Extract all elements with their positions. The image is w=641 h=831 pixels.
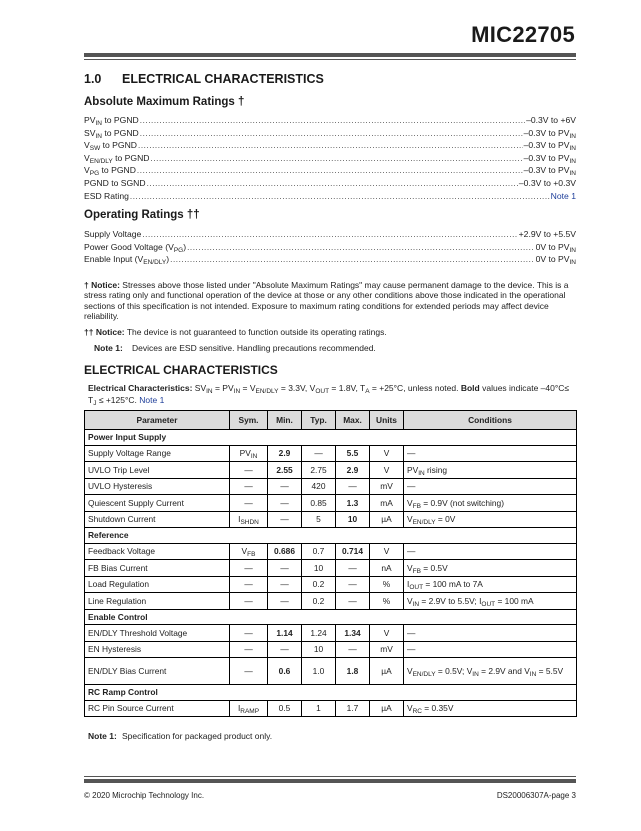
table-row	[85, 576, 577, 593]
cell-typ: 10	[302, 560, 336, 577]
table-note	[88, 731, 272, 741]
table-section-title: Reference	[85, 528, 577, 544]
op-rating-value: 0V to $PV_{IN}$	[535, 241, 576, 254]
table-section-title: Power Input Supply	[85, 430, 577, 446]
cell-units: V	[370, 625, 404, 642]
abs-max-value: –0.3V to +6V	[526, 115, 576, 125]
table-row	[85, 495, 577, 512]
cell-parameter: Line Regulation	[85, 593, 230, 610]
footer-rule-thin	[84, 776, 576, 777]
table-row	[85, 445, 577, 462]
cell-parameter: UVLO Hysteresis	[85, 478, 230, 495]
cell-parameter: Feedback Voltage	[85, 543, 230, 560]
dot-leader	[142, 229, 517, 241]
footer-rule-thick	[84, 779, 576, 783]
cell-units: V	[370, 462, 404, 479]
cell-symbol: $V_{FB}$	[230, 543, 268, 560]
table-note-label: Note 1:	[88, 731, 117, 741]
cell-typ: 2.75	[302, 462, 336, 479]
table-note-text: Specification for packaged product only.	[122, 731, 273, 741]
op-ratings-list	[84, 228, 576, 266]
cell-symbol: —	[230, 495, 268, 512]
esd-note-text: Devices are ESD sensitive. Handling precautions recommended.	[132, 343, 376, 353]
op-rating-value: +2.9V to +5.5V	[518, 229, 576, 239]
dagger-notice-label: † Notice:	[84, 280, 120, 290]
table-section-title: Enable Control	[85, 609, 577, 625]
table-row	[85, 543, 577, 560]
cell-min: 1.14	[268, 625, 302, 642]
cell-parameter: EN Hysteresis	[85, 641, 230, 658]
dagger-notice	[84, 280, 576, 321]
cell-typ: 1	[302, 700, 336, 717]
cell-units: nA	[370, 560, 404, 577]
cell-parameter: EN/DLY Bias Current	[85, 658, 230, 685]
table-row	[85, 625, 577, 642]
abs-max-value: –0.3V to $PV_{IN}$	[523, 165, 576, 177]
cell-max: 1.34	[336, 625, 370, 642]
table-row	[85, 700, 577, 717]
section-title: ELECTRICAL CHARACTERISTICS	[122, 72, 324, 86]
table-row	[85, 478, 577, 495]
abs-max-row	[84, 177, 576, 190]
cell-symbol: $I_{RAMP}$	[230, 700, 268, 717]
table-section-row	[85, 685, 577, 701]
cell-parameter: Quiescent Supply Current	[85, 495, 230, 512]
cell-min: —	[268, 478, 302, 495]
footer-page-number: DS20006307A-page 3	[496, 791, 576, 800]
op-rating-label: Enable Input $(V_{EN/DLY})$	[84, 254, 170, 266]
table-row	[85, 560, 577, 577]
cell-symbol: —	[230, 593, 268, 610]
cell-parameter: RC Pin Source Current	[85, 700, 230, 717]
cell-units: V	[370, 445, 404, 462]
column-header: Sym.	[230, 411, 268, 430]
table-section-row	[85, 430, 577, 446]
abs-max-label: $V_{PG}$ to PGND	[84, 165, 136, 177]
cell-min: 0.5	[268, 700, 302, 717]
cell-typ: 0.2	[302, 576, 336, 593]
cell-typ: 10	[302, 641, 336, 658]
cell-conditions: —	[404, 625, 577, 642]
dot-leader	[140, 115, 525, 127]
cell-units: µA	[370, 700, 404, 717]
cell-conditions: —	[404, 445, 577, 462]
table-row	[85, 658, 577, 685]
cell-units: %	[370, 576, 404, 593]
cell-units: µA	[370, 658, 404, 685]
cell-symbol: —	[230, 560, 268, 577]
cell-max: —	[336, 641, 370, 658]
cell-parameter: Supply Voltage Range	[85, 445, 230, 462]
table-row	[85, 462, 577, 479]
cell-typ: 420	[302, 478, 336, 495]
cell-typ: 1.24	[302, 625, 336, 642]
column-header: Parameter	[85, 411, 230, 430]
abs-max-label: $SV_{IN}$ to PGND	[84, 127, 139, 140]
cell-min: —	[268, 593, 302, 610]
cell-min: —	[268, 495, 302, 512]
cell-conditions: —	[404, 543, 577, 560]
op-rating-row	[84, 228, 576, 241]
cell-max: 1.7	[336, 700, 370, 717]
cell-symbol: $PV_{IN}$	[230, 445, 268, 462]
cell-max: —	[336, 478, 370, 495]
dagger-notice-text: Stresses above those listed under "Absolute Maximum Ratings" may cause permanent damage to the device. This is a stress rating only and functional operation of the device at those or any other conditions above those indicated in the operational sections of this specification is not intended. Exposure to maximum rating conditions for extended periods may affect device reliability.	[84, 280, 569, 321]
cell-parameter: EN/DLY Threshold Voltage	[85, 625, 230, 642]
dot-leader	[151, 153, 523, 165]
cell-symbol: —	[230, 658, 268, 685]
double-dagger-notice	[84, 327, 576, 337]
abs-max-label: $PV_{IN}$ to PGND	[84, 115, 139, 127]
cell-conditions: $I_{OUT} = 100$ mA to 7A	[404, 576, 577, 593]
abs-max-label: $V_{EN/DLY}$ to PGND	[84, 152, 150, 165]
cell-units: %	[370, 593, 404, 610]
table-row	[85, 511, 577, 528]
double-dagger-notice-text: The device is not guaranteed to function outside its operating ratings.	[126, 327, 387, 337]
column-header: Units	[370, 411, 404, 430]
cell-conditions: $V_{RC} = 0.35V$	[404, 700, 577, 717]
page-title: MIC22705	[471, 22, 575, 47]
op-rating-label: Power Good Voltage $(V_{PG})$	[84, 241, 187, 254]
cell-parameter: Load Regulation	[85, 576, 230, 593]
abs-max-label: PGND to SGND	[84, 177, 146, 188]
cell-symbol: —	[230, 576, 268, 593]
cell-max: 10	[336, 511, 370, 528]
cell-max: 1.8	[336, 658, 370, 685]
abs-max-row	[84, 127, 576, 140]
dot-leader	[170, 254, 534, 266]
cell-min: 0.6	[268, 658, 302, 685]
abs-max-row	[84, 152, 576, 165]
op-rating-label: Supply Voltage	[84, 229, 142, 239]
section-number: 1.0	[84, 72, 102, 86]
table-header-row	[85, 411, 577, 430]
op-rating-row	[84, 253, 576, 266]
cell-conditions: —	[404, 478, 577, 495]
abs-max-value: –0.3V to $PV_{IN}$	[523, 140, 576, 152]
column-header: Min.	[268, 411, 302, 430]
abs-max-heading: Absolute Maximum Ratings †	[84, 96, 245, 108]
abs-max-row	[84, 190, 576, 203]
cell-max: 2.9	[336, 462, 370, 479]
op-ratings-heading: Operating Ratings ††	[84, 209, 200, 221]
cell-min: —	[268, 511, 302, 528]
cell-min: 2.55	[268, 462, 302, 479]
table-row	[85, 593, 577, 610]
abs-max-value: Note 1	[550, 190, 576, 201]
abs-max-row	[84, 114, 576, 127]
cell-conditions: $V_{FB} = 0.9V$ (not switching)	[404, 495, 577, 512]
dot-leader	[137, 165, 523, 177]
dot-leader	[140, 128, 523, 140]
cell-symbol: —	[230, 478, 268, 495]
cell-typ: 5	[302, 511, 336, 528]
cell-parameter: Shutdown Current	[85, 511, 230, 528]
cell-min: —	[268, 560, 302, 577]
table-row	[85, 641, 577, 658]
electrical-characteristics-table	[84, 410, 577, 717]
cell-symbol: $I_{SHDN}$	[230, 511, 268, 528]
cell-conditions: $PV_{IN}$ rising	[404, 462, 577, 479]
esd-note-label: Note 1:	[94, 343, 123, 353]
cell-conditions: $V_{EN/DLY} = 0.5V$; $V_{IN} = 2.9V$ and $V_{IN} = 5.5V$	[404, 658, 577, 685]
abs-max-list	[84, 114, 576, 202]
cell-min: 2.9	[268, 445, 302, 462]
cell-typ: 0.85	[302, 495, 336, 512]
abs-max-value: –0.3V to $PV_{IN}$	[523, 127, 576, 140]
footer-copyright: © 2020 Microchip Technology Inc.	[84, 791, 205, 800]
cell-parameter: FB Bias Current	[85, 560, 230, 577]
abs-max-row	[84, 164, 576, 177]
cell-parameter: UVLO Trip Level	[85, 462, 230, 479]
esd-note	[94, 343, 576, 353]
cell-max: —	[336, 576, 370, 593]
elec-heading: ELECTRICAL CHARACTERISTICS	[84, 363, 278, 377]
cell-min: —	[268, 576, 302, 593]
cell-units: mA	[370, 495, 404, 512]
table-section-row	[85, 528, 577, 544]
cell-max: —	[336, 593, 370, 610]
cell-conditions: $V_{IN} = 2.9V$ to 5.5V; $I_{OUT} = 100$ mA	[404, 593, 577, 610]
cell-max: 1.3	[336, 495, 370, 512]
dot-leader	[138, 140, 523, 152]
column-header: Max.	[336, 411, 370, 430]
cell-symbol: —	[230, 625, 268, 642]
cell-conditions: —	[404, 641, 577, 658]
cell-units: µA	[370, 511, 404, 528]
cell-conditions: $V_{FB} = 0.5V$	[404, 560, 577, 577]
cell-units: mV	[370, 641, 404, 658]
table-section-title: RC Ramp Control	[85, 685, 577, 701]
section-heading	[84, 72, 576, 86]
cell-symbol: —	[230, 462, 268, 479]
cell-typ: —	[302, 445, 336, 462]
abs-max-row	[84, 139, 576, 152]
column-header: Conditions	[404, 411, 577, 430]
cell-symbol: —	[230, 641, 268, 658]
abs-max-label: $V_{SW}$ to PGND	[84, 140, 137, 152]
cell-conditions: $V_{EN/DLY} = 0V$	[404, 511, 577, 528]
cell-typ: 0.2	[302, 593, 336, 610]
abs-max-label: ESD Rating	[84, 190, 129, 201]
table-body	[85, 430, 577, 717]
abs-max-value: –0.3V to +0.3V	[518, 177, 576, 188]
cell-max: 0.714	[336, 543, 370, 560]
column-header: Typ.	[302, 411, 336, 430]
op-rating-row	[84, 241, 576, 254]
double-dagger-notice-label: †† Notice:	[84, 327, 125, 337]
cell-min: —	[268, 641, 302, 658]
cell-typ: 1.0	[302, 658, 336, 685]
cell-max: —	[336, 560, 370, 577]
cell-units: V	[370, 543, 404, 560]
cell-min: 0.686	[268, 543, 302, 560]
abs-max-value: –0.3V to $PV_{IN}$	[523, 152, 576, 165]
dot-leader	[147, 178, 518, 190]
dot-leader	[130, 191, 550, 203]
header-rule-thin	[84, 59, 576, 60]
elec-caption: Electrical Characteristics: $SV_{IN} = PV_{IN} = V_{EN/DLY} = 3.3V$, $V_{OUT} = 1.8V$, $T_A = +25^\circ C$, unless noted. Bold values indicate $-40^\circ C\le T_J \le +125^\circ C$. Note 1	[88, 383, 570, 407]
cell-units: mV	[370, 478, 404, 495]
cell-typ: 0.7	[302, 543, 336, 560]
op-rating-value: 0V to $PV_{IN}$	[535, 254, 576, 266]
table-section-row	[85, 609, 577, 625]
header-rule-thick	[84, 53, 576, 57]
dot-leader	[187, 242, 534, 254]
cell-max: 5.5	[336, 445, 370, 462]
